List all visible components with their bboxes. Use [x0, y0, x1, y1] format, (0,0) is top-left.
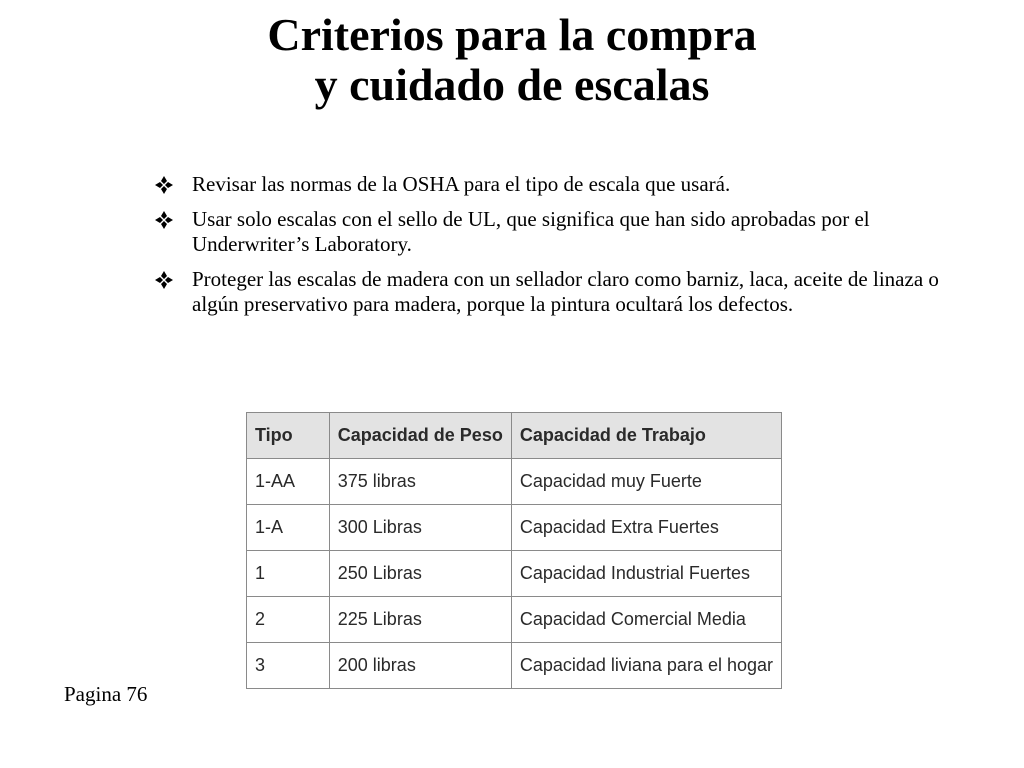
cell-peso: 200 libras — [329, 643, 511, 689]
cell-peso: 375 libras — [329, 459, 511, 505]
page-number: Pagina 76 — [64, 682, 148, 706]
bullet-text: Revisar las normas de la OSHA para el tipo de escala que usará. — [192, 172, 731, 196]
bullet-item — [152, 267, 942, 317]
bullet-item — [152, 207, 942, 257]
slide-title — [0, 10, 1024, 110]
header-capacidad-trabajo: Capacidad de Trabajo — [511, 413, 781, 459]
bullet-item — [152, 172, 942, 197]
table-row — [247, 551, 782, 597]
cell-trabajo: Capacidad Comercial Media — [511, 597, 781, 643]
cell-trabajo: Capacidad muy Fuerte — [511, 459, 781, 505]
bullet-text: Usar solo escalas con el sello de UL, que significa que han sido aprobadas por el Underwriter’s Laboratory. — [192, 207, 870, 256]
table-row — [247, 505, 782, 551]
diamond-bullet-icon — [154, 175, 174, 195]
cell-peso: 225 Libras — [329, 597, 511, 643]
cell-tipo: 3 — [247, 643, 330, 689]
ladder-capacity-table-image — [246, 412, 782, 688]
cell-tipo: 1-A — [247, 505, 330, 551]
diamond-bullet-icon — [154, 270, 174, 290]
table-row — [247, 459, 782, 505]
table-row — [247, 597, 782, 643]
cell-trabajo: Capacidad Industrial Fuertes — [511, 551, 781, 597]
cell-peso: 300 Libras — [329, 505, 511, 551]
header-capacidad-peso: Capacidad de Peso — [329, 413, 511, 459]
cell-tipo: 1 — [247, 551, 330, 597]
cell-trabajo: Capacidad liviana para el hogar — [511, 643, 781, 689]
diamond-bullet-icon — [154, 210, 174, 230]
table-row — [247, 643, 782, 689]
cell-trabajo: Capacidad Extra Fuertes — [511, 505, 781, 551]
ladder-capacity-table — [246, 412, 782, 689]
cell-tipo: 1-AA — [247, 459, 330, 505]
slide-title-line-2: y cuidado de escalas — [314, 59, 710, 110]
header-tipo: Tipo — [247, 413, 330, 459]
cell-tipo: 2 — [247, 597, 330, 643]
bullet-text: Proteger las escalas de madera con un sellador claro como barniz, laca, aceite de linaza o algún preservativo para madera, porque la pintura ocultará los defectos. — [192, 267, 939, 316]
bullet-list — [152, 172, 942, 327]
table-header-row — [247, 413, 782, 459]
slide-title-line-1: Criterios para la compra — [267, 9, 757, 60]
cell-peso: 250 Libras — [329, 551, 511, 597]
